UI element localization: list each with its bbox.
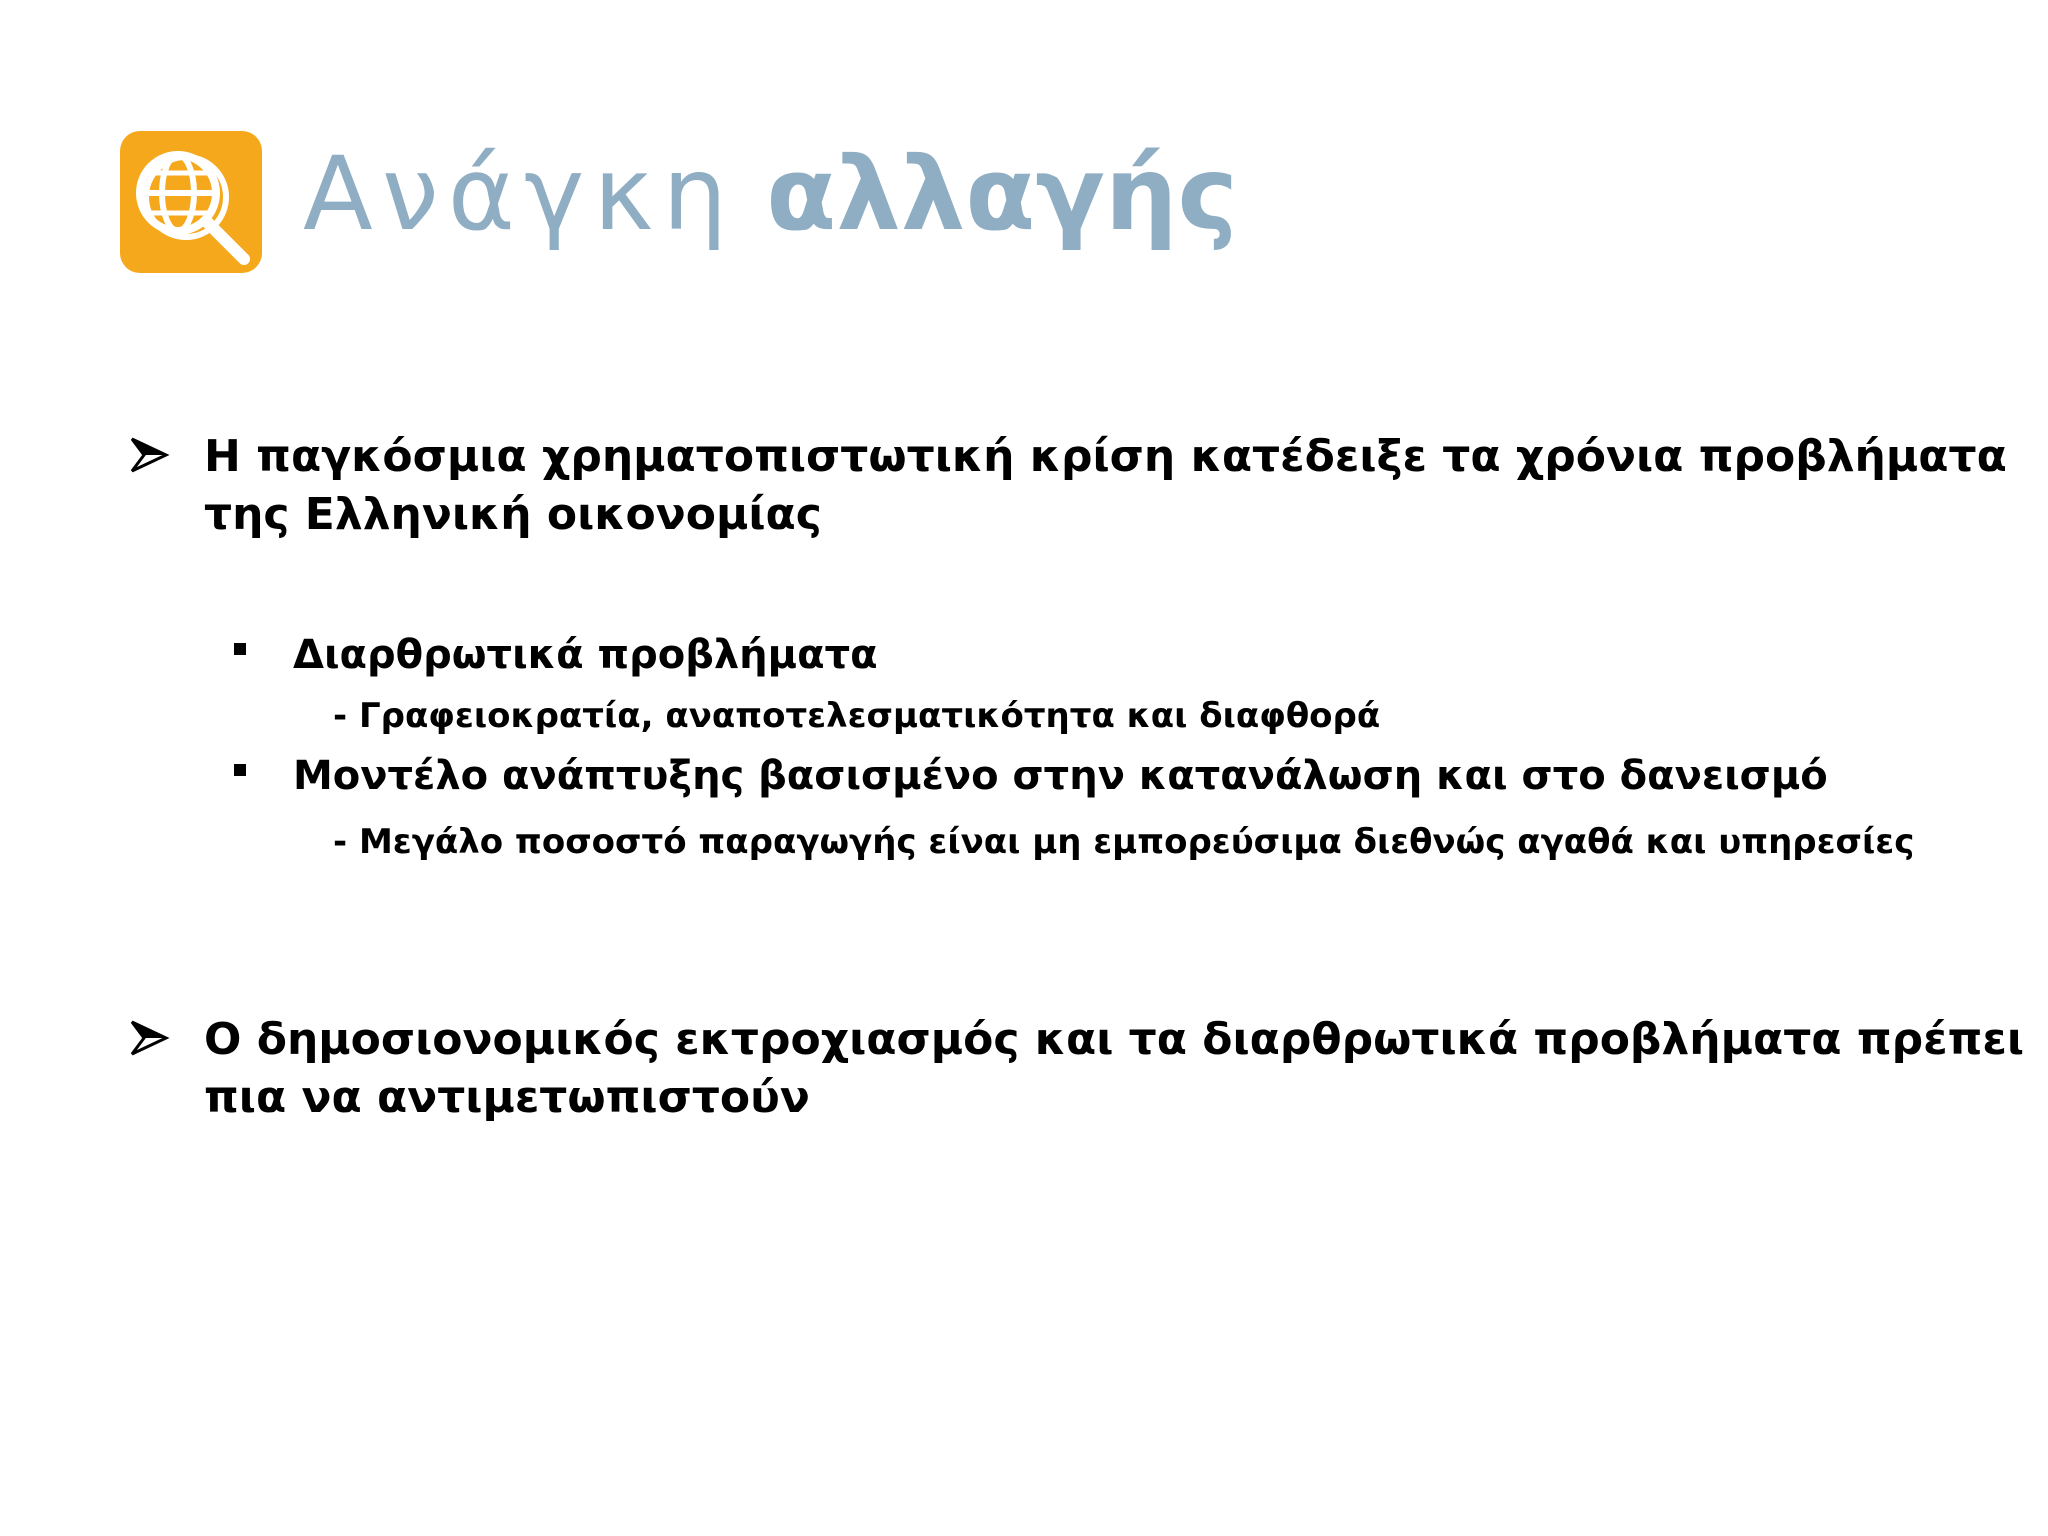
sub-bullet-2-detail: - Μεγάλο ποσοστό παραγωγής είναι μη εμπορεύσιμα διεθνώς αγαθά και υπηρεσίες	[333, 822, 1915, 862]
arrowhead-bullet-icon	[130, 435, 170, 475]
bullet-2-line-2: πια να αντιμετωπιστούν	[204, 1072, 810, 1123]
bullet-1-line-2: της Ελληνική οικονομίας	[204, 489, 822, 540]
sub-bullet-1: Διαρθρωτικά προβλήματα	[293, 632, 878, 678]
square-bullet-icon	[234, 764, 246, 776]
sub-bullet-1-detail: - Γραφειοκρατία, αναποτελεσματικότητα και διαφθορά	[333, 696, 1381, 736]
sub-bullet-2: Μοντέλο ανάπτυξης βασισμένο στην κατανάλωση και στο δανεισμό	[293, 753, 1828, 799]
square-bullet-icon	[234, 643, 246, 655]
title-light: Ανάγκη	[303, 135, 737, 254]
title-bold: αλλαγής	[766, 135, 1238, 254]
bullet-2-line-1: Ο δημοσιονομικός εκτροχιασμός και τα διαρθρωτικά προβλήματα πρέπει	[204, 1014, 2025, 1065]
arrowhead-bullet-icon	[130, 1018, 170, 1058]
bullet-1-line-1: Η παγκόσμια χρηματοπιστωτική κρίση κατέδειξε τα χρόνια προβλήματα	[204, 431, 2007, 482]
